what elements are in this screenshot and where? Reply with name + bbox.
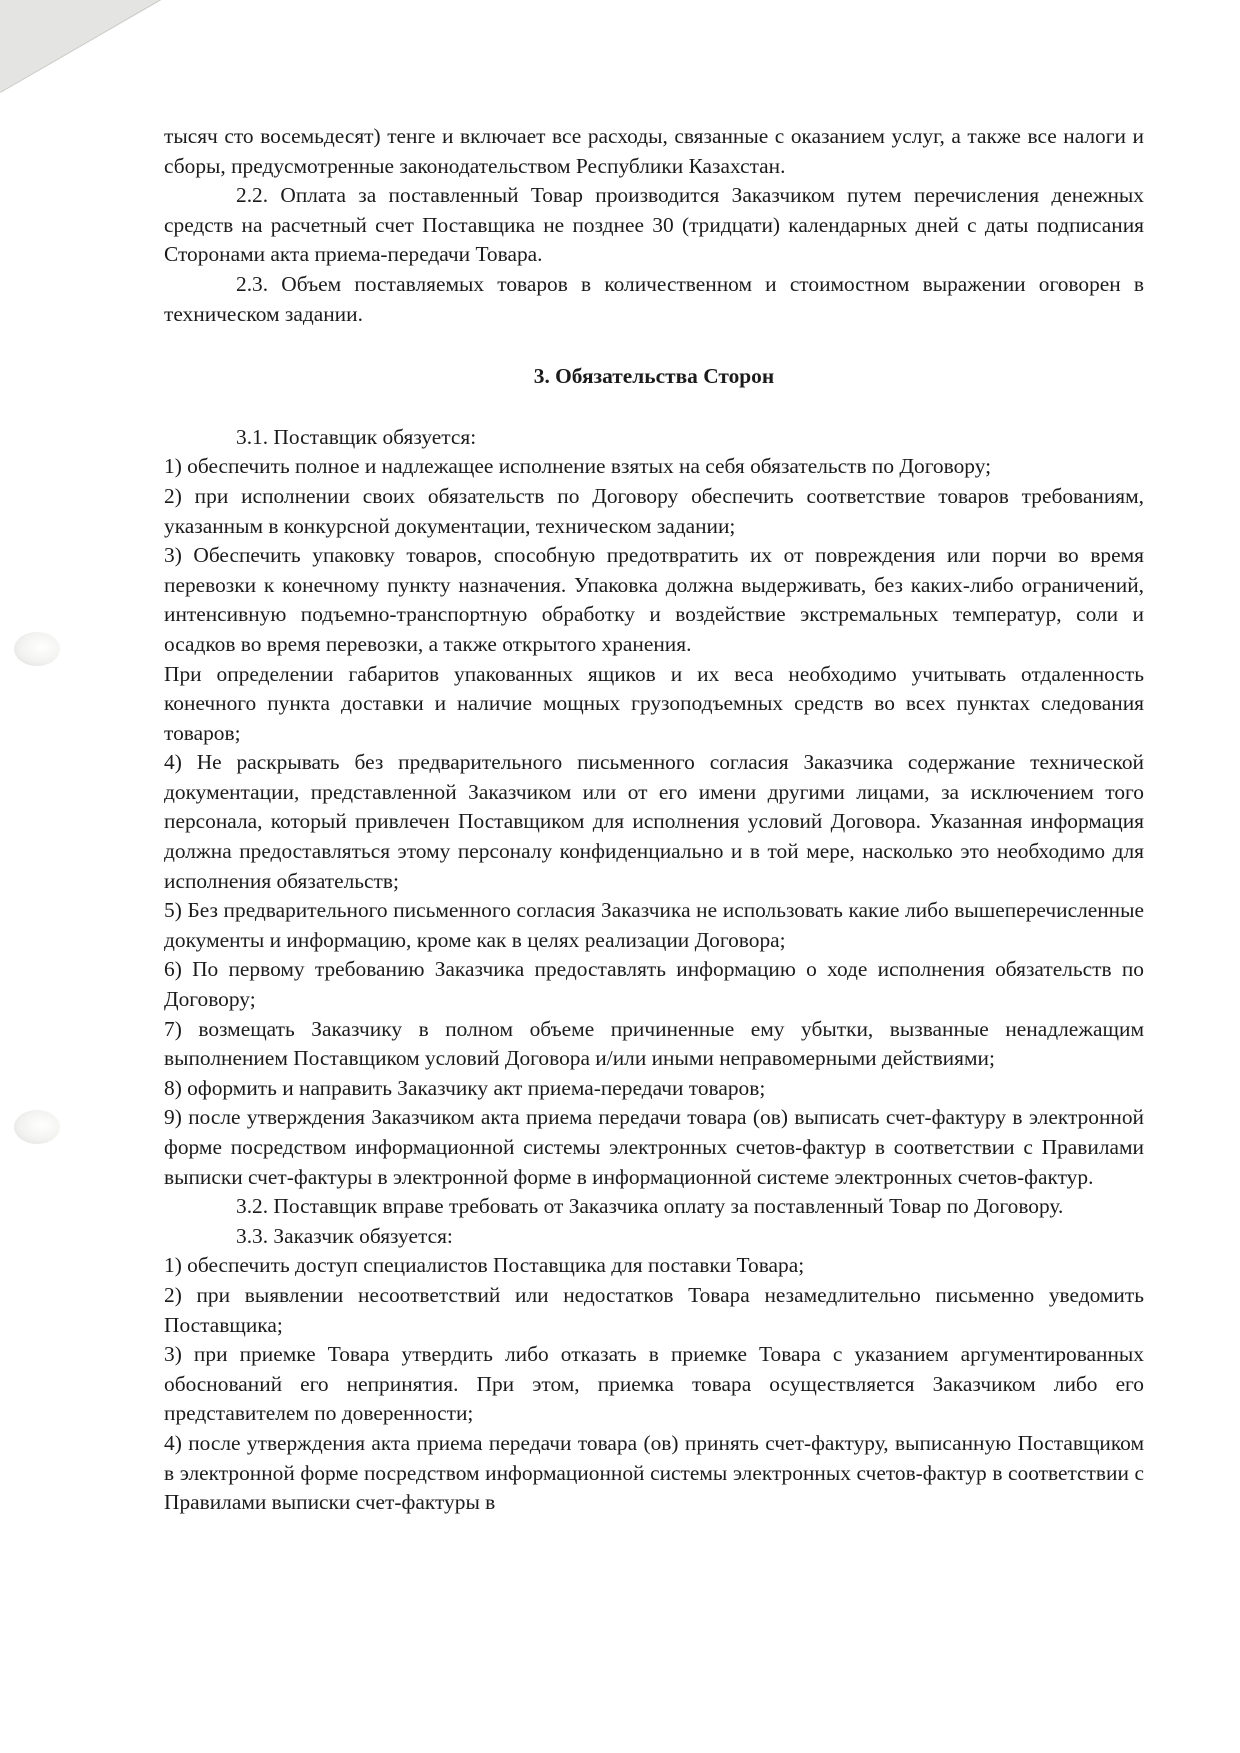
list-item: 1) обеспечить полное и надлежащее исполнение взятых на себя обязательств по Договору;: [164, 454, 992, 479]
supplier-obligations-header: 3.1. Поставщик обязуется:: [236, 424, 477, 449]
paragraph-2-1-continuation: тысяч сто восемьдесят) тенге и включает все расходы, связанные с оказанием услуг, а также все налоги и сборы, предусмотренные законодательством Республики Казахстан.: [164, 124, 1144, 178]
document-body: [164, 122, 1144, 1518]
list-item: 2) при исполнении своих обязательств по Договору обеспечить соответствие товаров требованиям, указанным в конкурсной документации, техническом задании;: [164, 483, 1144, 538]
list-item: 2) при выявлении несоответствий или недостатков Товара незамедлительно письменно уведомить Поставщика;: [164, 1282, 1144, 1337]
paragraph-2-2: 2.2. Оплата за поставленный Товар производится Заказчиком путем перечисления денежных средств на расчетный счет Поставщика не позднее 30 (тридцати) календарных дней с даты подписания Сторонами акта приема-передачи Товара.: [164, 183, 1144, 267]
list-item: 4) после утверждения акта приема передачи товара (ов) принять счет-фактуру, выписанную Поставщиком в электронной форме посредством информационной системы электронных счетов-фактур в соответствии с Правилами выписки счет-фактуры в: [164, 1430, 1144, 1515]
clause-3-2: 3.2. Поставщик вправе требовать от Заказчика оплату за поставленный Товар по Договору.: [236, 1194, 1064, 1219]
list-item: При определении габаритов упакованных ящиков и их веса необходимо учитывать отдаленность конечного пункта доставки и наличие мощных грузоподъемных средств во всех пунктах следования товаров;: [164, 661, 1144, 745]
list-item: 5) Без предварительного письменного согласия Заказчика не использовать какие либо вышеперечисленные документы и информацию, кроме как в целях реализации Договора;: [164, 898, 1144, 952]
section-title: 3. Обязательства Сторон: [533, 364, 775, 389]
list-item: 8) оформить и направить Заказчику акт приема-передачи товаров;: [164, 1075, 766, 1100]
punch-hole: [14, 1110, 60, 1144]
punch-hole: [14, 632, 60, 666]
list-item: 7) возмещать Заказчику в полном объеме причиненные ему убытки, вызванные ненадлежащим выполнением Поставщиком условий Договора и/или иными неправомерными действиями;: [164, 1016, 1144, 1071]
list-item: 1) обеспечить доступ специалистов Поставщика для поставки Товара;: [164, 1253, 805, 1278]
list-item: 6) По первому требованию Заказчика предоставлять информацию о ходе исполнения обязательств по Договору;: [164, 957, 1144, 1012]
list-item: 3) при приемке Товара утвердить либо отказать в приемке Товара с указанием аргументированных обоснований его непринятия. При этом, приемка товара осуществляется Заказчиком либо его представителем по доверенности;: [164, 1342, 1144, 1426]
list-item: 3) Обеспечить упаковку товаров, способную предотвратить их от повреждения или порчи во время перевозки к конечному пункту назначения. Упаковка должна выдерживать, без каких-либо ограничений, интенсивную подъемно-транспортную обработку и воздействие экстремальных температур, соли и осадков во время перевозки, а также открытого хранения.: [164, 543, 1144, 656]
paragraph-2-3: 2.3. Объем поставляемых товаров в количественном и стоимостном выражении оговорен в техническом задании.: [164, 271, 1144, 326]
customer-obligations-header: 3.3. Заказчик обязуется:: [236, 1223, 453, 1248]
list-item: 4) Не раскрывать без предварительного письменного согласия Заказчика содержание технической документации, представленной Заказчиком или от его имени другими лицами, за исключением того персонала, который привлечен Поставщиком для исполнения условий Договора. Указанная информация должна предоставляться этому персоналу конфиденциально и в той мере, насколько это необходимо для исполнения обязательств;: [164, 750, 1144, 893]
list-item: 9) после утверждения Заказчиком акта приема передачи товара (ов) выписать счет-фактуру в электронной форме посредством информационной системы электронных счетов-фактур в соответствии с Правилами выписки счет-фактуры в электронной форме в информационной системе электронных счетов-фактур.: [164, 1105, 1144, 1189]
